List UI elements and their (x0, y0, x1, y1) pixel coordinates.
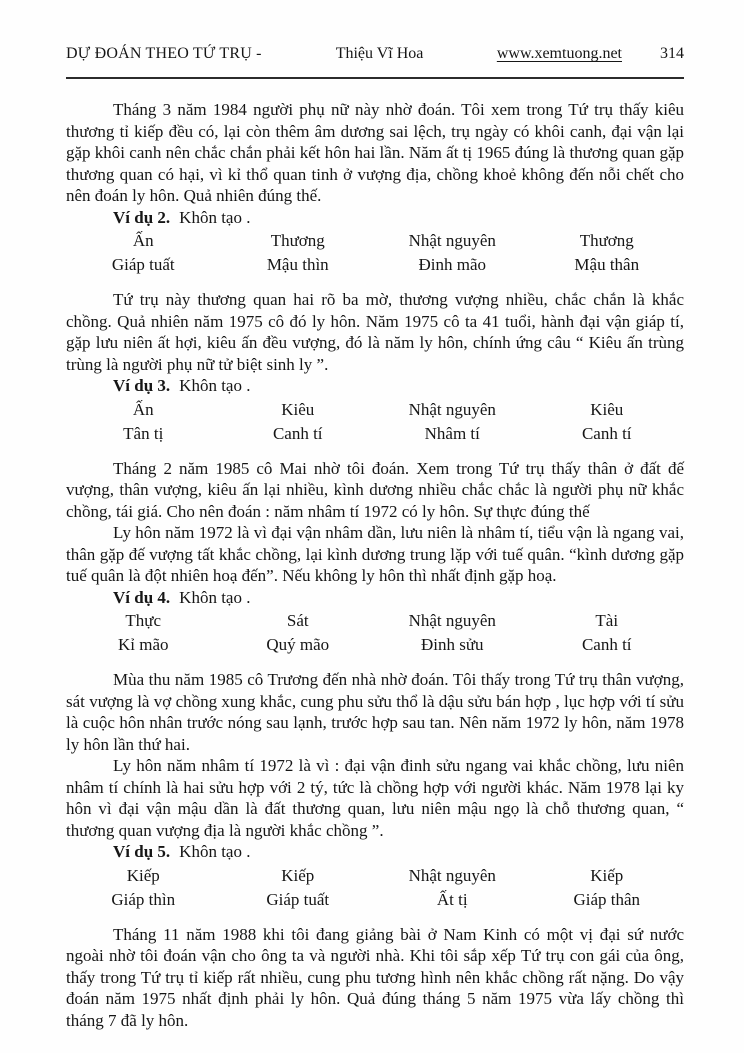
paragraph-2: Tứ trụ này thương quan hai rõ ba mờ, thương vượng nhiều, chắc chắn là khắc chồng. Quả nhiên năm 1975 cô đó ly hôn. Năm 1975 cô ta 41 tuổi, hành đại vận giáp tí, gặp lưu niên ất hợi, kiêu ấn đều vượng, đó là năm ly hôn, chính ứng câu “ Kiêu ấn trùng trùng là người phụ nữ tử biệt sinh ly ”. (66, 290, 684, 374)
pillar-value: Canh tí (581, 423, 632, 443)
pillar-value: Ất tị (436, 889, 468, 909)
book-title: DỰ ĐOÁN THEO TỨ TRỤ - (66, 45, 262, 62)
example-4-title: Khôn tạo . (179, 587, 251, 607)
pillar-value: Nhâm tí (424, 423, 480, 443)
example-4-label: Ví dụ 4. (113, 587, 171, 607)
pillar-value: Giáp thìn (111, 889, 176, 909)
page-body (66, 99, 684, 1031)
pillar-role: Kiếp (281, 865, 315, 885)
paragraph-4: Ly hôn năm 1972 là vì đại vận nhâm dần, lưu niên là nhâm tí, tiểu vận là ngang vai, thân gặp đế vượng tất khắc chồng, lại kình dương trung lặp với tuế quân. “kình dương gặp tuế quân là đột nhiên hoạ đến”. Nếu không ly hôn thì nhất định gặp hoạ. (66, 523, 684, 585)
pillar-value: Kỉ mão (117, 635, 169, 654)
pillar-role: Nhật nguyên (408, 611, 496, 630)
website-link: www.xemtuong.net (496, 45, 622, 62)
example-5-label: Ví dụ 5. (113, 842, 171, 861)
example-2-pillar-table (66, 229, 684, 277)
pillar-role: Ấn (132, 231, 154, 250)
example-2-heading (66, 207, 684, 229)
paragraph-3: Tháng 2 năm 1985 cô Mai nhờ tôi đoán. Xem trong Tứ trụ thấy thân ở đất đế vượng, thân vượng, kiêu ấn lại nhiều, kình dương nhiều chắc chắc là người phụ nữ khắc chồng, tái giá. Cho nên đoán : năm nhâm tí 1972 có ly hôn. Sự thực đúng thế (66, 458, 684, 521)
example-5-heading (66, 841, 684, 863)
pillar-role: Kiêu (590, 399, 624, 419)
example-5-pillar-table (66, 864, 684, 912)
pillar-value: Đinh mão (418, 255, 487, 274)
pillar-value: Quý mão (266, 635, 330, 654)
pillar-role: Nhật nguyên (408, 865, 496, 885)
pillar-role: Nhật nguyên (408, 399, 496, 419)
page-number: 314 (660, 45, 684, 62)
pillar-value: Mậu thân (574, 255, 640, 274)
pillar-value: Mậu thìn (266, 255, 329, 274)
paragraph-1: Tháng 3 năm 1984 người phụ nữ này nhờ đoán. Tôi xem trong Tứ trụ thấy kiêu thương tỉ kiếp đều có, lại còn thêm âm dương sai lệch, trụ ngày có khôi canh, đại vận lại gặp khôi canh nên chắc chắn phải kết hôn hai lần. Năm ất tị 1965 đúng là thương quan gặp thương quan có hại, vì kỉ thổ quan tinh ở vượng địa, chồng khoẻ không đến nỗi chết cho nên đoán ly hôn. Quả nhiên đúng thế. (66, 100, 684, 205)
pillar-role: Thực (125, 611, 162, 630)
pillar-role: Nhật nguyên (408, 231, 496, 250)
paragraph-5: Mùa thu năm 1985 cô Trương đến nhà nhờ đoán. Tôi thấy trong Tứ trụ thân vượng, sát vượng là vợ chồng xung khắc, cung phu sửu thổ là dậu sửu bán hợp , lục hợp với tí sửu là cuộc hôn nhân trước nóng sau lạnh, trước hợp sau tan. Nên năm 1972 ly hôn, năm 1978 ly hôn lần thứ hai. (66, 670, 684, 754)
example-3-pillar-table (66, 398, 684, 446)
header-divider (66, 77, 684, 79)
pillar-role: Sát (286, 611, 309, 630)
pillar-role: Thương (270, 231, 325, 250)
pillar-role: Ấn (132, 399, 154, 419)
example-3-heading (66, 375, 684, 397)
pillar-value: Giáp tuất (111, 255, 175, 274)
page-header (66, 44, 684, 64)
pillar-value: Đinh sửu (420, 635, 484, 654)
author-name: Thiệu Vĩ Hoa (335, 45, 424, 62)
example-2-label: Ví dụ 2. (113, 207, 171, 227)
pillar-role: Thương (579, 231, 634, 250)
pillar-value: Canh tí (581, 635, 632, 654)
pillar-value: Tân tị (123, 423, 164, 443)
example-3-label: Ví dụ 3. (113, 376, 171, 395)
paragraph-6: Ly hôn năm nhâm tí 1972 là vì : đại vận đinh sửu ngang vai khắc chồng, lưu niên nhâm tí chính là hai sửu hợp với 2 tý, tức là chồng hợp với người khác. Năm 1978 lại ky hôn vì đại vận mậu dần là đất thương quan, lưu niên mậu ngọ là chỗ thương quan, “ thương quan vượng địa là người khắc chồng ”. (66, 756, 684, 840)
pillar-role: Tài (595, 611, 619, 630)
example-4-heading (66, 587, 684, 609)
pillar-value: Giáp thân (573, 889, 641, 909)
pillar-role: Kiêu (281, 399, 315, 419)
example-2-title: Khôn tạo . (179, 207, 251, 227)
pillar-value: Canh tí (272, 423, 323, 443)
example-5-title: Khôn tạo . (179, 842, 251, 861)
paragraph-7: Tháng 11 năm 1988 khi tôi đang giảng bài ở Nam Kinh có một vị đại sứ nước ngoài nhờ tôi đoán vận cho ông ta và người nhà. Khi tôi sắp xếp Tứ trụ con gái của ông, thấy trong Tứ trụ tỉ kiếp rất nhiều, cung phu tương hình nên khắc chồng rất nặng. Do vậy đoán năm 1975 nhất định phải ly hôn. Quả đúng tháng 5 năm 1975 vừa lấy chồng thì tháng 7 đã ly hôn. (66, 924, 684, 1030)
example-4-pillar-table (66, 609, 684, 657)
pillar-role: Kiếp (126, 865, 160, 885)
pillar-value: Giáp tuất (266, 889, 330, 909)
example-3-title: Khôn tạo . (179, 376, 251, 395)
pillar-role: Kiếp (590, 865, 624, 885)
